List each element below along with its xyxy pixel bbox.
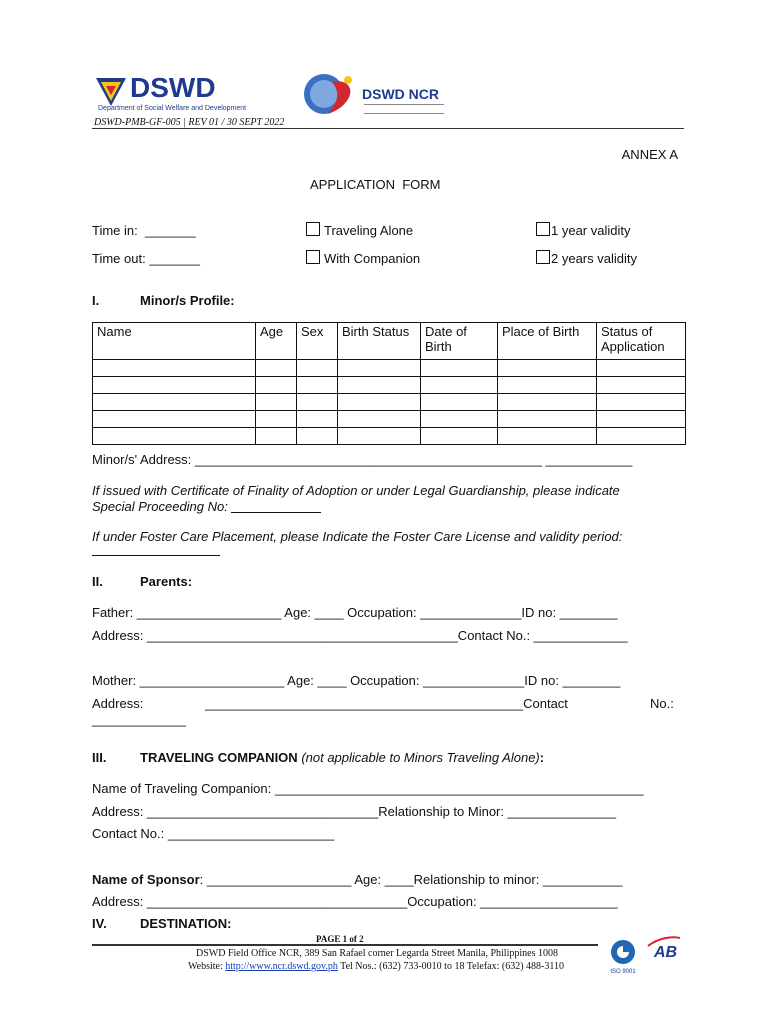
table-row	[93, 360, 686, 377]
dswd-logo-text: DSWD	[130, 72, 216, 103]
ab-badge-label: AB	[654, 944, 678, 961]
time-in-field[interactable]: Time in: _______	[92, 223, 196, 238]
section1-number: I.	[92, 293, 100, 308]
table-cell[interactable]	[498, 377, 597, 394]
table-cell[interactable]	[93, 428, 256, 445]
one-year-label: 1 year validity	[551, 223, 631, 238]
with-companion-checkbox[interactable]	[306, 250, 320, 264]
table-cell[interactable]	[256, 377, 297, 394]
header-divider	[92, 128, 684, 129]
sponsor-label: Name of Sponsor	[92, 872, 200, 887]
special-proceeding-line[interactable]	[231, 500, 321, 513]
two-years-label: 2 years validity	[551, 251, 637, 266]
one-year-option[interactable]	[536, 222, 630, 238]
table-cell[interactable]	[338, 411, 421, 428]
table-header-row	[93, 323, 686, 360]
ab-badge	[646, 936, 682, 976]
table-cell[interactable]	[421, 394, 498, 411]
section3-title: TRAVELING COMPANION	[140, 750, 298, 765]
col-birth-status: Birth Status	[338, 323, 421, 360]
dswd-logo-subtext: Department of Social Welfare and Development	[98, 105, 247, 112]
mother-address-label: Address:	[92, 696, 144, 711]
table-cell[interactable]	[498, 428, 597, 445]
traveling-alone-label: Traveling Alone	[324, 223, 414, 238]
document-code: DSWD-PMB-GF-005 | REV 01 / 30 SEPT 2022	[94, 117, 285, 128]
special-proceeding-label: Special Proceeding No:	[92, 499, 321, 514]
col-place-of-birth: Place of Birth	[498, 323, 597, 360]
table-cell[interactable]	[597, 428, 686, 445]
table-row	[93, 428, 686, 445]
table-cell[interactable]	[597, 411, 686, 428]
table-cell[interactable]	[256, 394, 297, 411]
companion-name-field[interactable]: Name of Traveling Companion: ___________________________________________________	[92, 781, 644, 796]
table-cell[interactable]	[498, 411, 597, 428]
page-number: PAGE 1 of 2	[316, 934, 364, 944]
section4-number: IV.	[92, 916, 107, 931]
dswd-emblem-icon	[94, 74, 128, 108]
table-cell[interactable]	[297, 394, 338, 411]
table-cell[interactable]	[93, 360, 256, 377]
table-cell[interactable]	[297, 360, 338, 377]
table-cell[interactable]	[93, 411, 256, 428]
table-cell[interactable]	[597, 394, 686, 411]
footer-contact: Website: http://www.ncr.dswd.gov.ph Tel Nos.: (632) 733-0010 to 18 Telefax: (632) 488-3110	[188, 961, 565, 972]
table-cell[interactable]	[597, 360, 686, 377]
table-cell[interactable]	[421, 428, 498, 445]
section3-note: (not applicable to Minors Traveling Alone)	[301, 750, 540, 765]
two-years-checkbox[interactable]	[536, 250, 550, 264]
sponsor-address-field[interactable]: Address: ____________________________________Occupation: ___________________	[92, 894, 618, 909]
mother-address-field[interactable]: ____________________________________________Contact	[205, 696, 568, 711]
adoption-note: If issued with Certificate of Finality of Adoption or under Legal Guardianship, please indicate	[92, 483, 620, 498]
col-sex: Sex	[297, 323, 338, 360]
table-cell[interactable]	[297, 428, 338, 445]
dswd-ncr-logo	[302, 72, 462, 118]
table-cell[interactable]	[421, 360, 498, 377]
with-companion-label: With Companion	[324, 251, 421, 266]
section3-number: III.	[92, 750, 107, 765]
table-cell[interactable]	[338, 394, 421, 411]
mother-contact-no-label: No.:	[650, 696, 674, 711]
section1-title: Minor/s Profile:	[140, 293, 235, 308]
website-link[interactable]: http://www.ncr.dswd.gov.ph	[225, 961, 338, 972]
minors-profile-table	[92, 322, 686, 445]
traveling-alone-option[interactable]	[306, 222, 413, 238]
one-year-checkbox[interactable]	[536, 222, 550, 236]
ncr-emblem-icon	[302, 72, 358, 116]
iso-badge-label: ISO 9001	[610, 969, 636, 975]
table-row	[93, 377, 686, 394]
table-cell[interactable]	[297, 411, 338, 428]
table-cell[interactable]	[421, 377, 498, 394]
section2-title: Parents:	[140, 574, 193, 589]
table-row	[93, 394, 686, 411]
table-cell[interactable]	[93, 394, 256, 411]
table-cell[interactable]	[256, 360, 297, 377]
iso-badge	[606, 938, 640, 976]
form-title: APPLICATION FORM	[310, 177, 441, 192]
iso-certification-icon	[606, 938, 640, 966]
table-row	[93, 411, 686, 428]
father-address-field[interactable]: Address: ___________________________________________Contact No.: _____________	[92, 628, 628, 643]
table-cell[interactable]	[338, 428, 421, 445]
traveling-alone-checkbox[interactable]	[306, 222, 320, 236]
table-cell[interactable]	[498, 394, 597, 411]
table-cell[interactable]	[297, 377, 338, 394]
section2-number: II.	[92, 574, 103, 589]
ncr-logo-tagline-lines	[364, 104, 444, 114]
col-status-of-application: Status of Application	[597, 323, 686, 360]
table-cell[interactable]	[338, 360, 421, 377]
minors-address-field[interactable]: Minor/s' Address: ________________________________________________ ____________	[92, 452, 633, 467]
with-companion-option[interactable]	[306, 250, 420, 266]
col-age: Age	[256, 323, 297, 360]
companion-contact-field[interactable]: Contact No.: _______________________	[92, 826, 335, 841]
father-field[interactable]: Father: ____________________ Age: ____ Occupation: ______________ID no: ________	[92, 605, 618, 620]
foster-care-line[interactable]	[92, 555, 220, 556]
col-date-of-birth: Date of Birth	[421, 323, 498, 360]
sponsor-field[interactable]: Name of Sponsor: ____________________ Age: ____Relationship to minor: ___________	[92, 872, 623, 887]
section3-heading: TRAVELING COMPANION (not applicable to Minors Traveling Alone):	[140, 750, 545, 765]
footer-divider	[92, 944, 598, 946]
table-cell[interactable]	[597, 377, 686, 394]
mother-field[interactable]: Mother: ____________________ Age: ____ Occupation: ______________ID no: ________	[92, 673, 621, 688]
dswd-ncr-logo-text: DSWD NCR	[362, 86, 439, 102]
mother-contact-field[interactable]: _____________	[92, 712, 186, 727]
footer-office: DSWD Field Office NCR, 389 San Rafael corner Legarda Street Manila, Philippines 1008	[196, 948, 558, 959]
dswd-logo	[92, 72, 252, 116]
table-cell[interactable]	[256, 411, 297, 428]
two-years-option[interactable]	[536, 250, 637, 266]
col-name: Name	[93, 323, 256, 360]
table-cell[interactable]	[421, 411, 498, 428]
table-cell[interactable]	[93, 377, 256, 394]
companion-address-field[interactable]: Address: ________________________________Relationship to Minor: _______________	[92, 804, 617, 819]
table-cell[interactable]	[256, 428, 297, 445]
foster-care-note: If under Foster Care Placement, please Indicate the Foster Care License and validity period:	[92, 529, 623, 544]
section4-title: DESTINATION:	[140, 916, 232, 931]
table-cell[interactable]	[338, 377, 421, 394]
table-cell[interactable]	[498, 360, 597, 377]
time-out-field[interactable]: Time out: _______	[92, 251, 200, 266]
annex-label: ANNEX A	[621, 147, 678, 162]
